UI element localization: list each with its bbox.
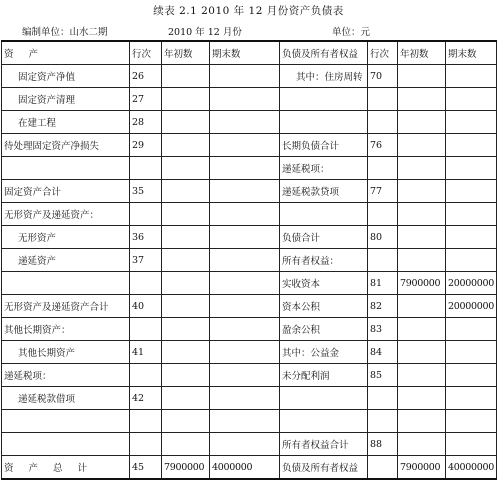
- asset-begin-value: [162, 157, 210, 180]
- liability-row-no: 80: [368, 226, 398, 249]
- table-row: [2, 180, 497, 203]
- balance-sheet-table: [1, 40, 497, 480]
- liability-row-no: 76: [368, 134, 398, 157]
- liability-row-no: [368, 249, 398, 272]
- report-period: 2010 年 12 月份: [168, 27, 242, 38]
- liability-begin-value: 7900000: [398, 272, 446, 295]
- asset-row-no: 28: [130, 111, 162, 134]
- asset-begin-value: [162, 364, 210, 387]
- liability-row-no: 84: [368, 341, 398, 364]
- liability-end-value: [446, 341, 497, 364]
- liability-row-no: [368, 387, 398, 410]
- col-begin-right-header: 年初数: [398, 41, 446, 65]
- asset-item: 递延税款借项: [2, 387, 130, 410]
- asset-end-value: [210, 134, 280, 157]
- asset-item: 递延资产: [2, 249, 130, 272]
- asset-row-no: 40: [130, 295, 162, 318]
- liability-item: 递延税款贷项: [280, 180, 368, 203]
- liability-begin-value: [398, 295, 446, 318]
- asset-item: 无形资产及递延资产：: [2, 203, 130, 226]
- col-liabilities-header: 负债及所有者权益: [280, 41, 368, 65]
- total-liabilities-label: 负债及所有者权益: [280, 456, 368, 480]
- liability-item: 递延税项：: [280, 157, 368, 180]
- asset-item: 无形资产及递延资产合计: [2, 295, 130, 318]
- liability-end-value: [446, 249, 497, 272]
- liability-item: 其中：住房周转: [280, 65, 368, 88]
- asset-row-no: [130, 364, 162, 387]
- asset-begin-value: [162, 203, 210, 226]
- asset-item: 其他长期资产：: [2, 318, 130, 341]
- asset-begin-value: [162, 111, 210, 134]
- liability-item: 其中：公益金: [280, 341, 368, 364]
- liability-begin-value: [398, 341, 446, 364]
- liability-row-no: 82: [368, 295, 398, 318]
- liability-item: [280, 88, 368, 111]
- liability-item: [280, 410, 368, 433]
- asset-end-value: [210, 88, 280, 111]
- asset-row-no: 27: [130, 88, 162, 111]
- liability-item: 资本公积: [280, 295, 368, 318]
- asset-begin-value: [162, 433, 210, 456]
- table-row: [2, 203, 497, 226]
- asset-end-value: [210, 226, 280, 249]
- total-liabilities-end: 40000000: [446, 456, 497, 480]
- liability-begin-value: [398, 433, 446, 456]
- liability-end-value: [446, 88, 497, 111]
- asset-item: 递延税项：: [2, 364, 130, 387]
- table-row: [2, 272, 497, 295]
- liability-begin-value: [398, 318, 446, 341]
- asset-begin-value: [162, 341, 210, 364]
- liability-end-value: [446, 134, 497, 157]
- liability-item: 所有者权益：: [280, 249, 368, 272]
- asset-row-no: [130, 433, 162, 456]
- asset-item: 固定资产清理: [2, 88, 130, 111]
- asset-begin-value: [162, 134, 210, 157]
- asset-begin-value: [162, 65, 210, 88]
- liability-row-no: 77: [368, 180, 398, 203]
- liability-item: [280, 111, 368, 134]
- asset-begin-value: [162, 295, 210, 318]
- liability-row-no: 83: [368, 318, 398, 341]
- table-row: [2, 65, 497, 88]
- liability-item: 所有者权益合计: [280, 433, 368, 456]
- liability-begin-value: [398, 249, 446, 272]
- liability-item: 负债合计: [280, 226, 368, 249]
- asset-end-value: [210, 272, 280, 295]
- asset-row-no: 35: [130, 180, 162, 203]
- liability-row-no: [368, 111, 398, 134]
- grand-total-row: [2, 456, 497, 480]
- liability-end-value: 20000000: [446, 272, 497, 295]
- asset-end-value: [210, 433, 280, 456]
- asset-row-no: [130, 410, 162, 433]
- liability-end-value: [446, 433, 497, 456]
- liability-row-no: 88: [368, 433, 398, 456]
- table-row: [2, 134, 497, 157]
- liability-end-value: [446, 111, 497, 134]
- liability-item: [280, 203, 368, 226]
- table-row: [2, 364, 497, 387]
- asset-begin-value: [162, 272, 210, 295]
- liability-end-value: [446, 318, 497, 341]
- asset-row-no: 26: [130, 65, 162, 88]
- liability-item: 实收资本: [280, 272, 368, 295]
- liability-begin-value: [398, 134, 446, 157]
- asset-row-no: 37: [130, 249, 162, 272]
- liability-end-value: [446, 65, 497, 88]
- liability-begin-value: [398, 65, 446, 88]
- asset-begin-value: [162, 88, 210, 111]
- liability-end-value: [446, 364, 497, 387]
- liability-row-no: [368, 157, 398, 180]
- table-row: [2, 226, 497, 249]
- asset-item: 固定资产合计: [2, 180, 130, 203]
- currency-unit-label: 单位：元: [332, 27, 371, 38]
- asset-end-value: [210, 111, 280, 134]
- col-row-no-header: 行次: [130, 41, 162, 65]
- table-row: [2, 157, 497, 180]
- table-row: [2, 433, 497, 456]
- asset-end-value: [210, 295, 280, 318]
- report-title: 续表 2.1 2010 年 12 月份资产负债表: [153, 5, 344, 17]
- asset-row-no: [130, 203, 162, 226]
- table-row: [2, 318, 497, 341]
- asset-end-value: [210, 410, 280, 433]
- asset-end-value: [210, 65, 280, 88]
- liability-begin-value: [398, 410, 446, 433]
- asset-begin-value: [162, 387, 210, 410]
- asset-end-value: [210, 318, 280, 341]
- liability-row-no: 85: [368, 364, 398, 387]
- asset-end-value: [210, 203, 280, 226]
- liability-begin-value: [398, 88, 446, 111]
- liability-begin-value: [398, 226, 446, 249]
- asset-item: [2, 410, 130, 433]
- total-assets-row-no: 45: [130, 456, 162, 480]
- liability-end-value: [446, 410, 497, 433]
- liability-row-no: [368, 203, 398, 226]
- asset-item: [2, 157, 130, 180]
- asset-row-no: [130, 157, 162, 180]
- liability-row-no: [368, 410, 398, 433]
- liability-begin-value: [398, 157, 446, 180]
- col-end-header: 期末数: [210, 41, 280, 65]
- col-row-no-right-header: 行次: [368, 41, 398, 65]
- asset-end-value: [210, 157, 280, 180]
- liability-item: 盈余公积: [280, 318, 368, 341]
- prepared-by-label: 编制单位：山水二期: [22, 27, 108, 38]
- liability-begin-value: [398, 364, 446, 387]
- table-header-row: [2, 41, 497, 65]
- asset-end-value: [210, 249, 280, 272]
- table-row: [2, 387, 497, 410]
- asset-row-no: 41: [130, 341, 162, 364]
- liability-begin-value: [398, 387, 446, 410]
- asset-item: 在建工程: [2, 111, 130, 134]
- asset-begin-value: [162, 410, 210, 433]
- asset-row-no: 42: [130, 387, 162, 410]
- asset-item: 待处理固定资产净损失: [2, 134, 130, 157]
- asset-begin-value: [162, 180, 210, 203]
- liability-row-no: 70: [368, 65, 398, 88]
- table-row: [2, 88, 497, 111]
- table-row: [2, 249, 497, 272]
- asset-row-no: [130, 318, 162, 341]
- asset-item: [2, 272, 130, 295]
- asset-end-value: [210, 180, 280, 203]
- asset-end-value: [210, 364, 280, 387]
- asset-begin-value: [162, 226, 210, 249]
- asset-row-no: 29: [130, 134, 162, 157]
- total-liabilities-row-no: [368, 456, 398, 480]
- col-assets-header: 资 产: [2, 41, 130, 65]
- liability-end-value: [446, 226, 497, 249]
- liability-item: 未分配利润: [280, 364, 368, 387]
- liability-begin-value: [398, 111, 446, 134]
- table-row: [2, 111, 497, 134]
- liability-row-no: 81: [368, 272, 398, 295]
- asset-end-value: [210, 341, 280, 364]
- asset-end-value: [210, 387, 280, 410]
- asset-item: 其他长期资产: [2, 341, 130, 364]
- liability-end-value: [446, 157, 497, 180]
- total-assets-label: 资 产 总 计: [2, 456, 130, 480]
- liability-end-value: 20000000: [446, 295, 497, 318]
- total-assets-begin: 7900000: [162, 456, 210, 480]
- total-assets-end: 4000000: [210, 456, 280, 480]
- table-row: [2, 410, 497, 433]
- liability-begin-value: [398, 203, 446, 226]
- liability-end-value: [446, 203, 497, 226]
- table-row: [2, 295, 497, 318]
- liability-item: 长期负债合计: [280, 134, 368, 157]
- asset-item: [2, 433, 130, 456]
- table-row: [2, 341, 497, 364]
- asset-row-no: [130, 272, 162, 295]
- asset-item: 无形资产: [2, 226, 130, 249]
- asset-row-no: 36: [130, 226, 162, 249]
- asset-begin-value: [162, 318, 210, 341]
- total-liabilities-begin: 7900000: [398, 456, 446, 480]
- liability-row-no: [368, 88, 398, 111]
- liability-end-value: [446, 387, 497, 410]
- liability-end-value: [446, 180, 497, 203]
- col-end-right-header: 期末数: [446, 41, 497, 65]
- asset-item: 固定资产净值: [2, 65, 130, 88]
- liability-begin-value: [398, 180, 446, 203]
- asset-begin-value: [162, 249, 210, 272]
- col-begin-header: 年初数: [162, 41, 210, 65]
- liability-item: [280, 387, 368, 410]
